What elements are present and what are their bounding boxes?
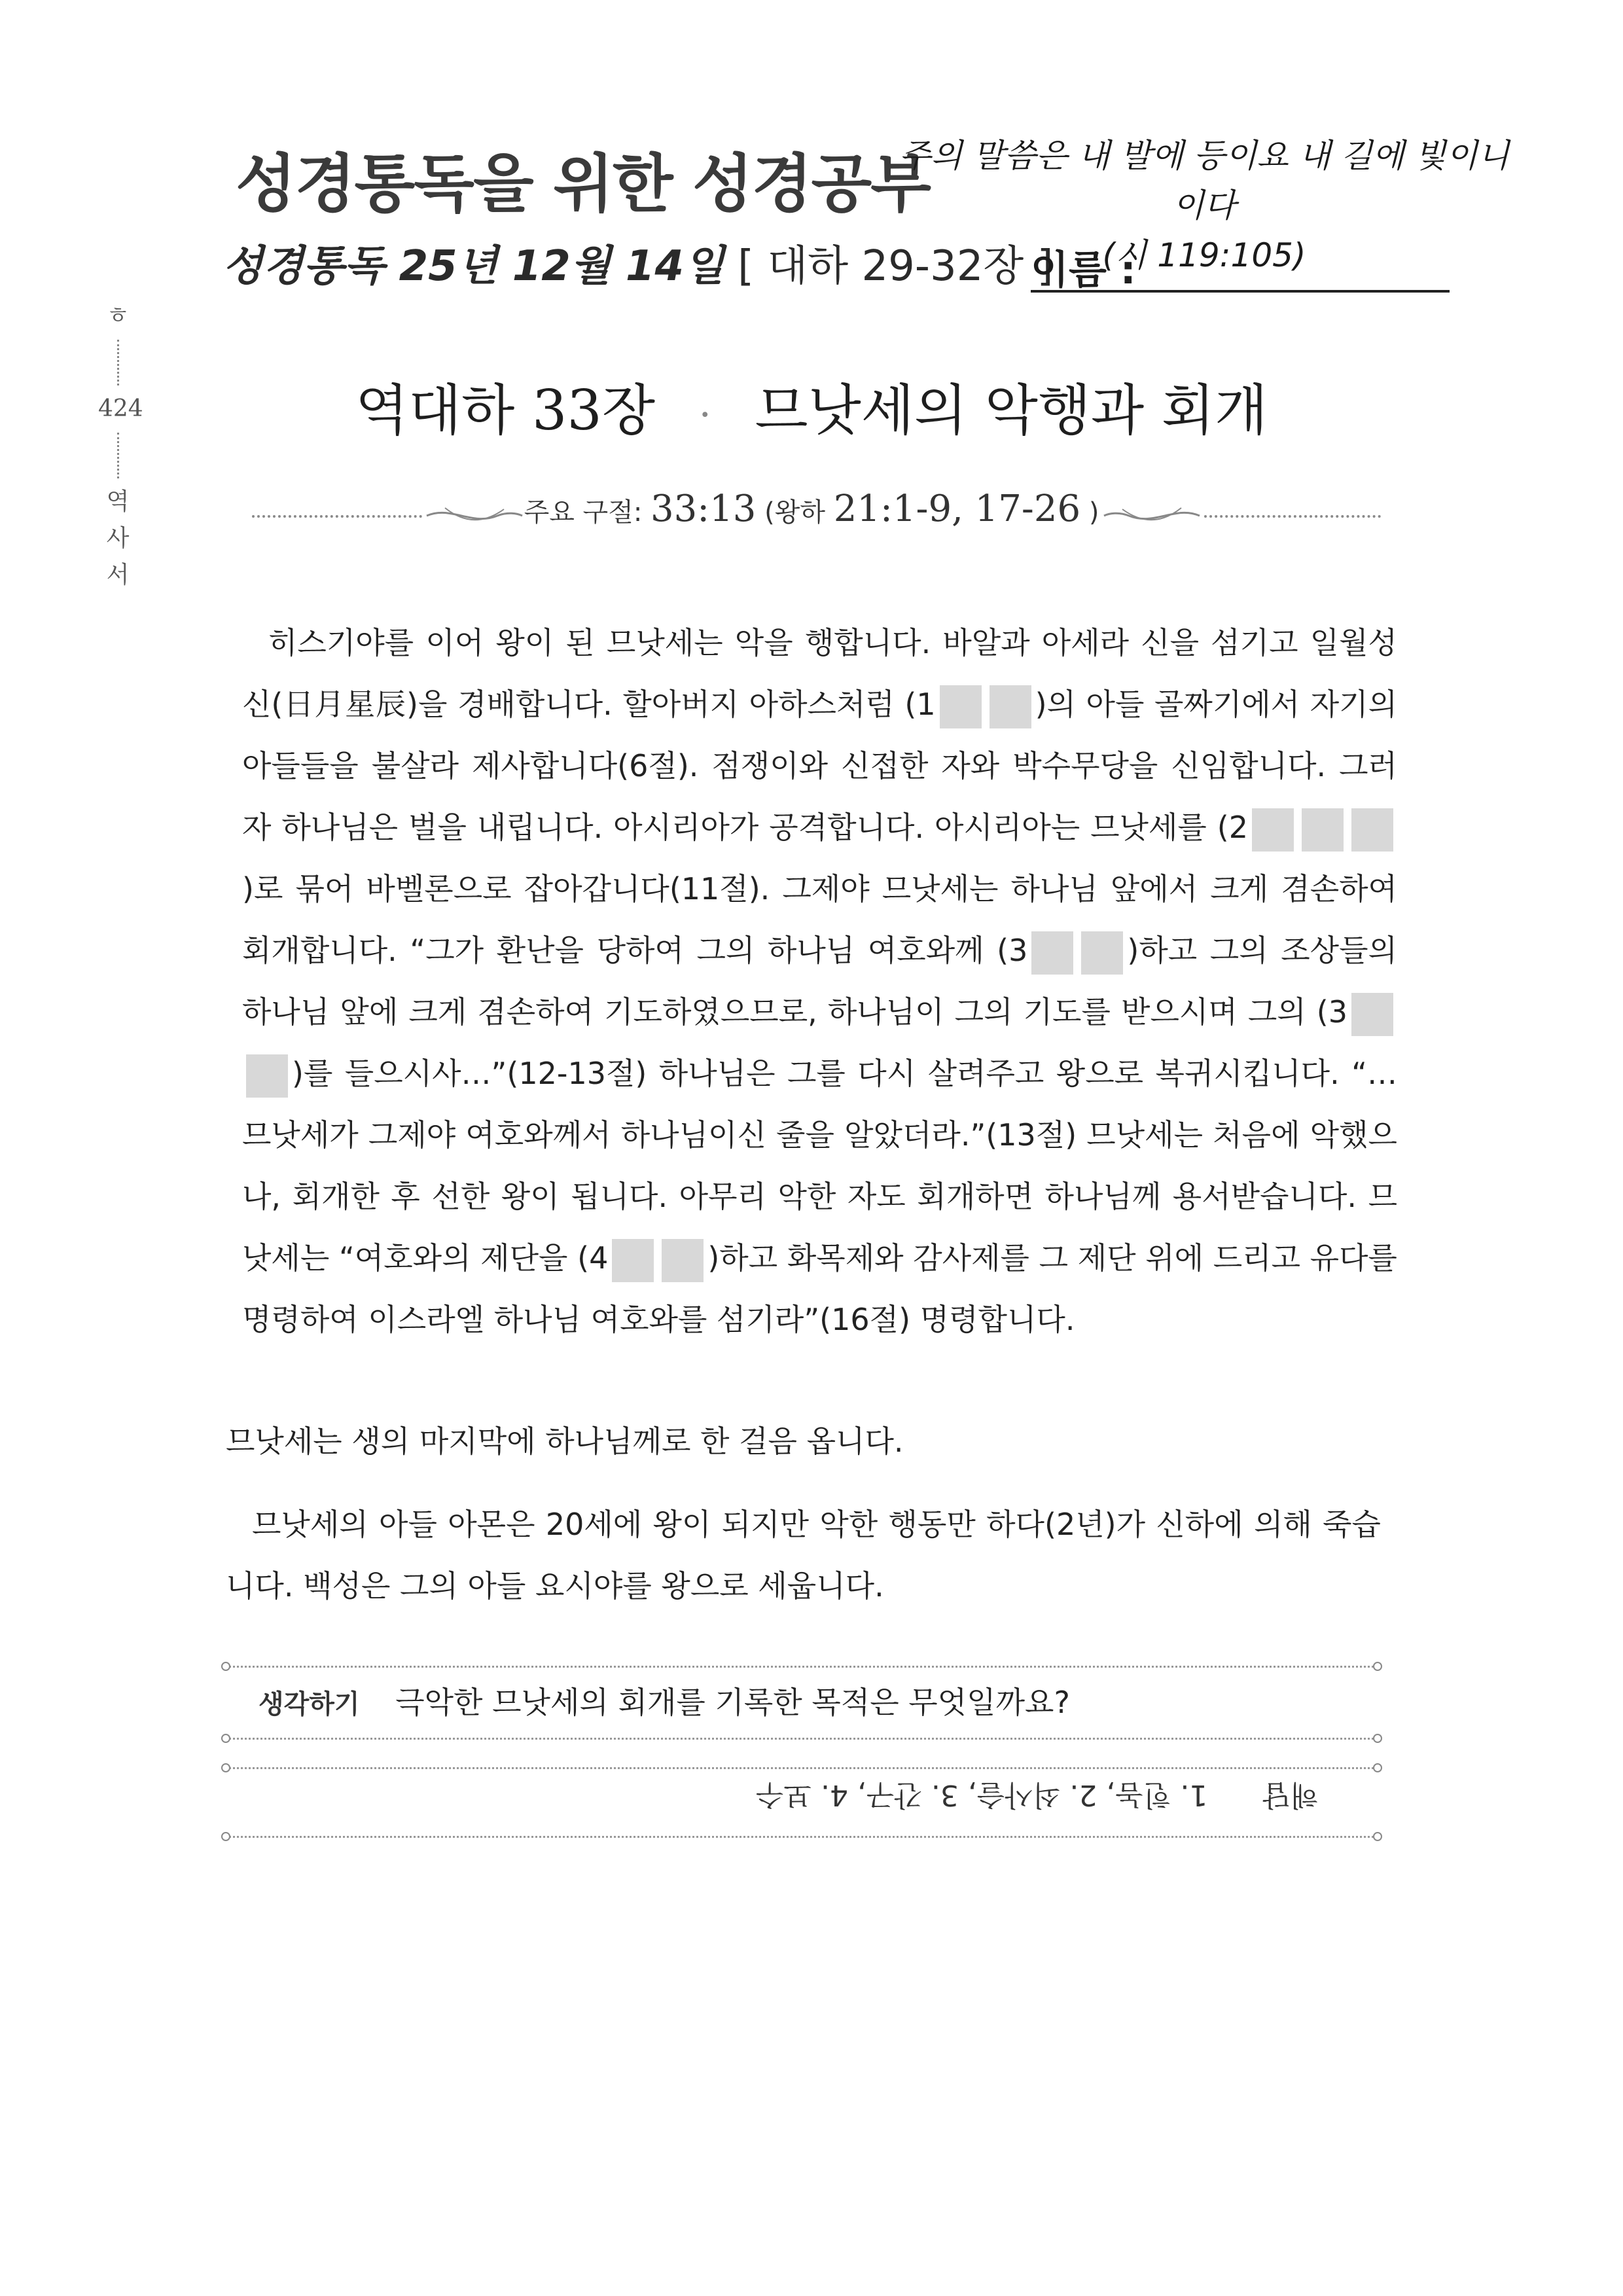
key-verse — [0, 488, 1623, 530]
think-box-border-top — [226, 1666, 1378, 1668]
key-verse-number: 33:13 — [651, 488, 757, 530]
answer-blank[interactable] — [612, 1239, 654, 1282]
answer-blank[interactable] — [1351, 993, 1393, 1036]
body-text: )하고 화목제와 감사제를 그 제단 위에 드리고 유다를 명령하여 이스라엘 하나님 여호와를 섬기라”(16절) 명령합니다. — [242, 1240, 1397, 1337]
body-text: )의 아들 골짜기에서 자기의 아들들을 불살라 제사합니다(6절). 점쟁이와 신접한 자와 박수무당을 신임합니다. 그러자 하나님은 벌을 내립니다. 아시리아가 공격합니다. 아시리아는 므낫세를 (2 — [242, 687, 1397, 845]
think-box-border-bottom — [226, 1738, 1378, 1740]
answer-blank[interactable] — [1351, 808, 1393, 852]
reading-date-line — [223, 232, 1054, 293]
answer-key-upside-down — [756, 1777, 1318, 1819]
motto-line-1: 주의 말씀은 내 발에 등이요 내 길에 빛이니이다 — [899, 137, 1510, 224]
body-paragraph-2: 므낫세는 생의 마지막에 하나님께로 한 걸음 옵니다. — [226, 1424, 904, 1459]
chapter-subtitle: 므낫세의 악행과 회개 — [755, 378, 1268, 442]
section-char: 사 — [106, 525, 130, 552]
answer-blank[interactable] — [662, 1239, 704, 1282]
ornament-swirl-right — [1103, 504, 1201, 528]
answer-blank[interactable] — [1031, 931, 1073, 975]
body-text: 히스기야를 이어 왕이 된 므낫세는 악을 행합니다. 바알과 아세라 신을 섬기고 일월성신(日月星辰)을 경배합니다. 할아버지 아하스처럼 (1 — [242, 625, 1397, 722]
ornament-line-right — [1204, 515, 1381, 518]
chapter-title: 역대하 33장 — [355, 378, 655, 442]
section-char: 역 — [106, 488, 130, 515]
book-title: 성경통독을 위한 성경공부 — [236, 147, 930, 221]
answer-blank[interactable] — [1302, 808, 1344, 852]
motto-line-2: (시 119:105) — [1102, 236, 1306, 274]
name-field[interactable] — [1031, 239, 1450, 293]
page-number: 424 — [98, 395, 143, 422]
chapter-heading — [0, 367, 1623, 446]
border-dot — [1373, 1832, 1382, 1841]
side-margin — [98, 298, 143, 594]
answer-blank[interactable] — [1252, 808, 1294, 852]
border-dot — [221, 1763, 230, 1772]
think-question — [259, 1679, 1070, 1722]
think-label: 생각하기 — [259, 1689, 360, 1719]
answer-blank[interactable] — [1081, 931, 1123, 975]
answer-label: 해답 — [1262, 1778, 1319, 1812]
body-text: )를 들으시사…”(12-13절) 하나님은 그를 다시 살려주고 왕으로 복귀시킵니다. “…므낫세가 그제야 여호와께서 하나님이신 줄을 알았더라.”(13절) 므낫세는 처음에 악했으나, 회개한 후 선한 왕이 됩니다. 아무리 악한 자도 회개하면 하나님께 용서받습니다. 므낫세는 “여호와의 제단을 (4 — [242, 1056, 1397, 1276]
body-paragraph-1 — [242, 612, 1397, 1350]
key-verse-ref-prefix: (왕하 — [764, 497, 826, 528]
reading-date: 성경통독 25년 12월 14일 — [223, 242, 724, 291]
chapter-separator: · — [698, 392, 711, 438]
answer-blank[interactable] — [940, 685, 982, 728]
answer-box-border-bottom — [226, 1836, 1378, 1838]
key-verse-ref: 21:1-9, 17-26 — [833, 488, 1081, 530]
reading-range: [ 대하 29-32장 ] — [738, 242, 1054, 291]
border-dot — [1373, 1662, 1382, 1671]
border-dot — [221, 1734, 230, 1743]
key-verse-ref-suffix: ) — [1088, 497, 1099, 528]
answer-blank[interactable] — [246, 1054, 288, 1098]
body-text: )로 묶어 바벨론으로 잡아갑니다(11절). 그제야 므낫세는 하나님 앞에서 크게 겸손하여 회개합니다. “그가 환난을 당하여 그의 하나님 여호와께 (3 — [242, 871, 1397, 968]
answer-blank[interactable] — [990, 685, 1031, 728]
section-char: 서 — [106, 562, 130, 588]
border-dot — [221, 1662, 230, 1671]
answer-box-border-top — [226, 1767, 1378, 1769]
border-dot — [221, 1832, 230, 1841]
body-paragraph-3: 므낫세의 아들 아몬은 20세에 왕이 되지만 악한 행동만 하다(2년)가 신하에 의해 죽습니다. 백성은 그의 아들 요시야를 왕으로 세웁니다. — [226, 1507, 1381, 1604]
side-top-char: ㅎ — [106, 302, 130, 329]
body-text: )하고 그의 조상들의 하나님 앞에 크게 겸손하여 기도하였으므로, 하나님이 그의 기도를 받으시며 그의 (3 — [242, 933, 1397, 1030]
answer-text: 1. 힌놈, 2. 쇠사슬, 3. 간구, 4. 보수 — [756, 1778, 1208, 1812]
border-dot — [1373, 1734, 1382, 1743]
name-label: 이름 : — [1031, 247, 1136, 293]
border-dot — [1373, 1763, 1382, 1772]
key-verse-label: 주요 구절: — [524, 497, 643, 528]
think-text: 극악한 므낫세의 회개를 기록한 목적은 무엇일까요? — [395, 1685, 1070, 1720]
